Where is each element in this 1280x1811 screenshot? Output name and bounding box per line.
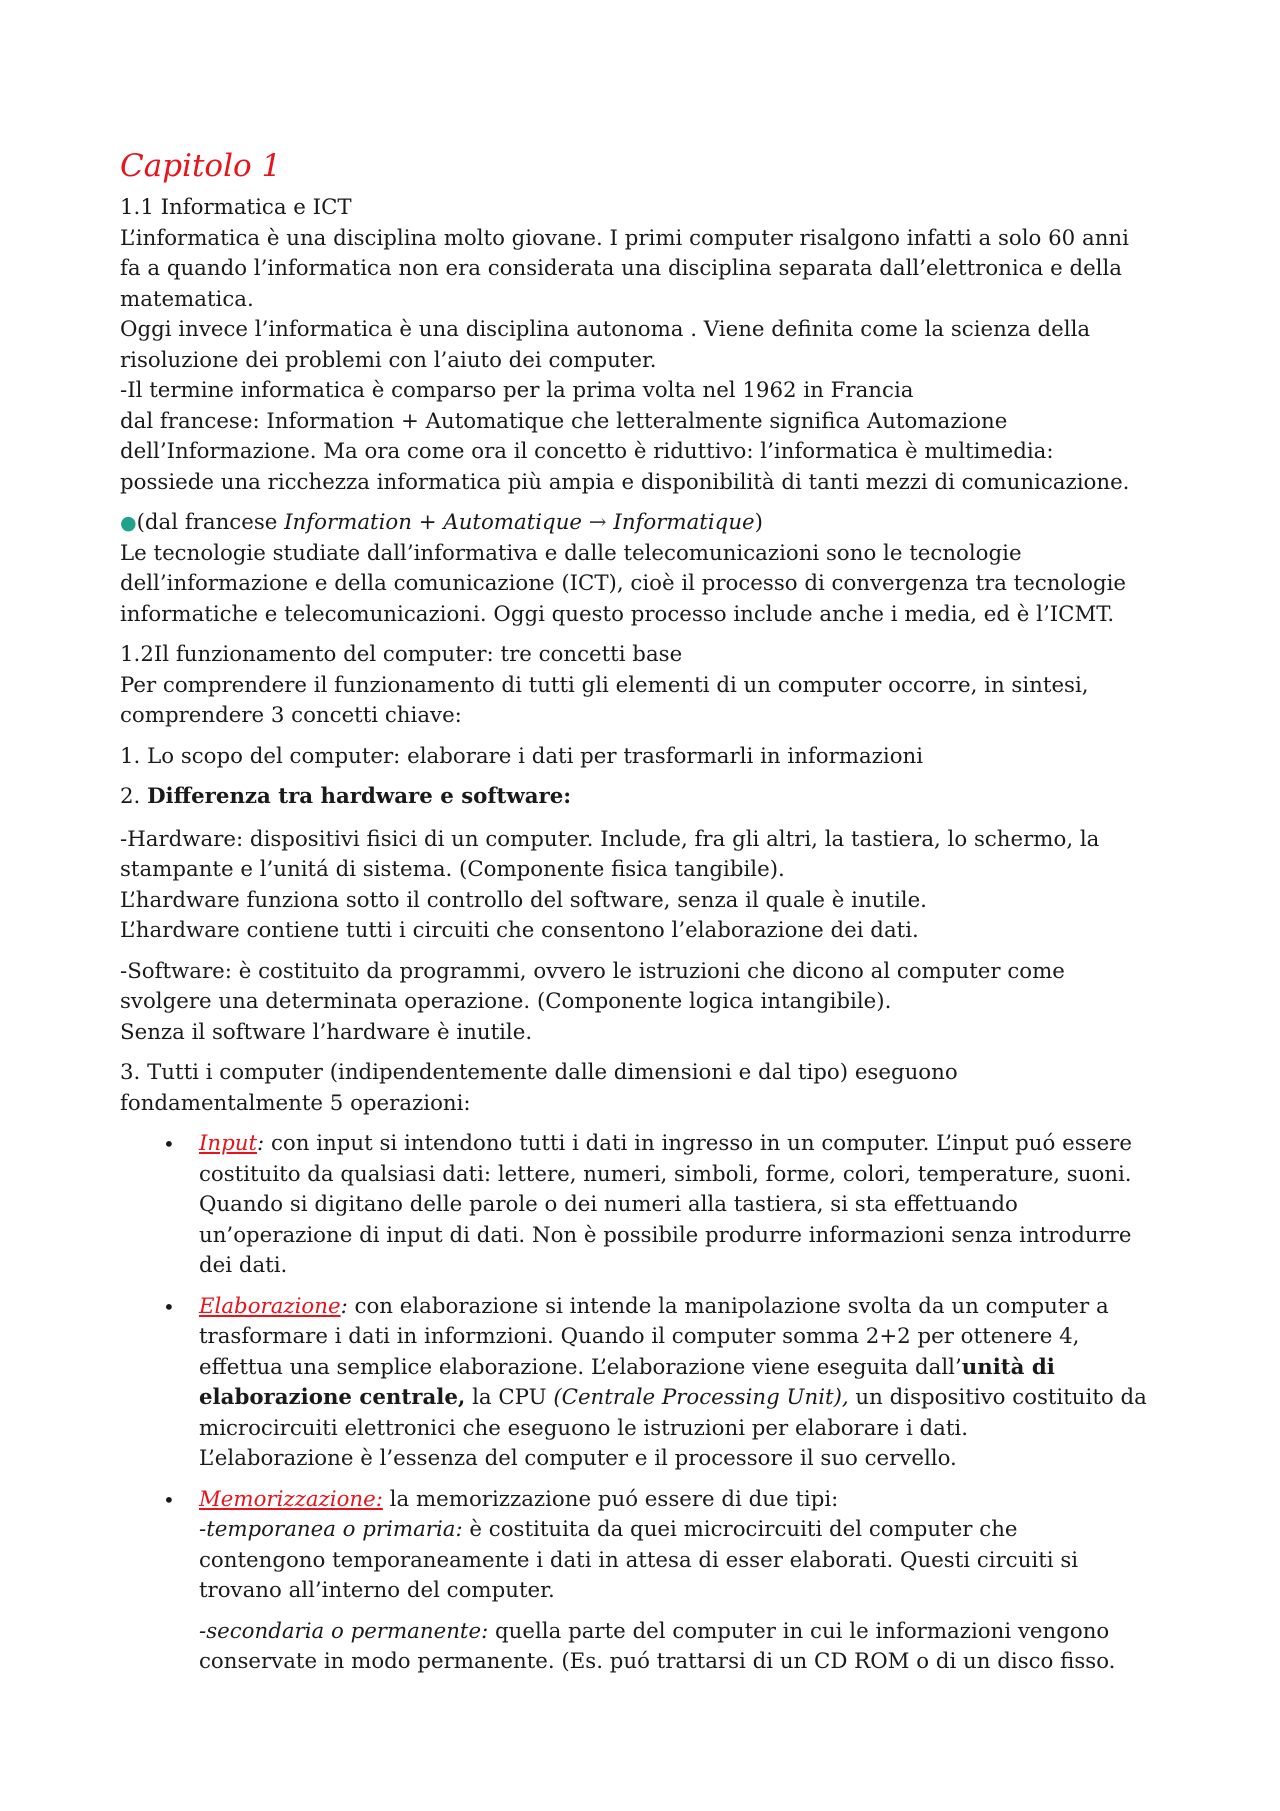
bold-term: elaborazione centrale, [199,1385,466,1411]
italic-term: -temporanea o primaria: [199,1517,463,1543]
paragraph-line [199,1129,1180,1160]
paragraph-line: -Hardware: dispositivi fisici di un computer. Include, fra gli altri, la tastiera, lo schermo, la [120,826,1100,852]
paragraph-line: comprendere 3 concetti chiave: [120,703,462,729]
paragraph-line: dei dati. [199,1253,288,1279]
section-heading: 1.2Il funzionamento del computer: tre concetti base [120,642,683,668]
paragraph-line: matematica. [120,286,254,312]
software-paragraph [120,957,1180,1049]
paragraph-line [199,1353,1180,1384]
paragraph-line: dell’Informazione. Ma ora come ora il concetto è riduttivo: l’informatica è multimedia: [120,439,1054,465]
paragraph-line: L’hardware contiene tutti i circuiti che consentono l’elaborazione dei dati. [120,918,919,944]
etymology-close: ) [754,510,763,536]
item-text: un dispositivo costituito da [848,1385,1147,1411]
paragraph-line [199,1515,1180,1546]
document-page [120,148,1180,1678]
paragraph-line: stampante e l’unitá di sistema. (Componente fisica tangibile). [120,857,785,883]
point-2 [120,782,1180,813]
paragraph-line: risoluzione dei problemi con l’aiuto dei computer. [120,347,657,373]
paragraph-line [199,1617,1180,1648]
term-elaborazione: Elaborazione [199,1293,341,1319]
ict-paragraph [120,539,1180,631]
point-2-heading: Differenza tra hardware e software: [147,784,572,810]
paragraph-line [199,1383,1180,1414]
paragraph-line: un’operazione di input di dati. Non è possibile produrre informazioni senza introdurre [199,1222,1132,1248]
list-item-memorizzazione [120,1485,1180,1678]
item-text: con elaborazione si intende la manipolazione svolta da un computer a [347,1293,1109,1319]
term-colon: : [257,1131,265,1157]
paragraph-line: svolgere una determinata operazione. (Componente logica intangibile). [120,989,892,1015]
paragraph-line: dell’informazione e della comunicazione (ICT), cioè il processo di convergenza tra tecnologie [120,571,1126,597]
paragraph-line: dal francese: Information + Automatique che letteralmente significa Automazione [120,408,1008,434]
paragraph-line: informatiche e telecomunicazioni. Oggi questo processo include anche i media, ed è l’ICMT. [120,601,1115,627]
paragraph-line: Per comprendere il funzionamento di tutti gli elementi di un computer occorre, in sintesi, [120,672,1089,698]
term-colon: : [340,1293,348,1319]
paragraph-line: Quando si digitano delle parole o dei numeri alla tastiera, si sta effettuando [199,1192,1018,1218]
paragraph-line: trasformare i dati in informzioni. Quando il computer somma 2+2 per ottenere 4, [199,1324,1080,1350]
item-text: con input si intendono tutti i dati in ingresso in un computer. L’input puó essere [264,1131,1132,1157]
point-3 [120,1058,1180,1119]
bullet-icon: • [163,1487,175,1512]
bold-term: unità di [961,1354,1055,1380]
paragraph-line [199,1485,1180,1516]
arrow-right-icon: → [582,510,614,536]
paragraph-line: L’elaborazione è l’essenza del computer e il processore il suo cervello. [199,1446,957,1472]
operations-list [120,1129,1180,1678]
etymology-open: (dal francese [136,510,285,536]
term-memorizzazione: Memorizzazione: [199,1486,383,1512]
item-text: è costituita da quei microcircuiti del computer che [462,1517,1018,1543]
item-text: effettua una semplice elaborazione. L’elaborazione viene eseguita dall’ [199,1354,962,1380]
paragraph-line: fondamentalmente 5 operazioni: [120,1090,471,1116]
list-item-elaborazione [120,1292,1180,1475]
bullet-icon: • [163,1294,175,1319]
item-text: la CPU [465,1385,554,1411]
italic-term: -secondaria o permanente: [199,1618,489,1644]
etymology-result: Informatique [613,510,755,536]
item-text: quella parte del computer in cui le informazioni vengono [488,1618,1110,1644]
section-1 [120,193,1180,498]
etymology-source: Information + Automatique [284,510,583,536]
paragraph-line: fa a quando l’informatica non era considerata una disciplina separata dall’elettronica e della [120,256,1122,282]
item-text: la memorizzazione puó essere di due tipi: [382,1486,839,1512]
bullet-dot-icon: ● [120,512,137,535]
list-item-input [120,1129,1180,1282]
paragraph-line: -Il termine informatica è comparso per la prima volta nel 1962 in Francia [120,378,914,404]
point-number: 2. [120,784,148,810]
paragraph-line: Senza il software l’hardware è inutile. [120,1019,533,1045]
paragraph-line: trovano all’interno del computer. [199,1578,555,1604]
paragraph-line: costituito da qualsiasi dati: lettere, numeri, simboli, forme, colori, temperature, suoni. [199,1161,1132,1187]
etymology-line [120,508,1180,539]
term-input: Input [199,1131,258,1157]
italic-term: (Centrale Processing Unit), [553,1385,849,1411]
hardware-paragraph [120,825,1180,947]
paragraph-line: conservate in modo permanente. (Es. puó trattarsi di un CD ROM o di un disco fisso. [199,1649,1116,1675]
section-heading: 1.1 Informatica e ICT [120,195,352,221]
paragraph-line: microcircuiti elettronici che eseguono le istruzioni per elaborare i dati. [199,1415,969,1441]
paragraph-line: possiede una ricchezza informatica più ampia e disponibilità di tanti mezzi di comunicazione. [120,469,1130,495]
paragraph-line: L’informatica è una disciplina molto giovane. I primi computer risalgono infatti a solo 60 anni [120,225,1129,251]
point-1: 1. Lo scopo del computer: elaborare i dati per trasformarli in informazioni [120,743,924,769]
paragraph-line: Oggi invece l’informatica è una disciplina autonoma . Viene definita come la scienza della [120,317,1091,343]
paragraph-line: contengono temporaneamente i dati in attesa di esser elaborati. Questi circuiti si [199,1547,1079,1573]
chapter-title: Capitolo 1 [120,148,282,184]
paragraph-line: -Software: è costituito da programmi, ovvero le istruzioni che dicono al computer come [120,958,1065,984]
bullet-icon: • [163,1132,175,1157]
paragraph-line [199,1292,1180,1323]
paragraph-line: Le tecnologie studiate dall’informativa e dalle telecomunicazioni sono le tecnologie [120,540,1022,566]
paragraph-line: L’hardware funziona sotto il controllo del software, senza il quale è inutile. [120,887,927,913]
paragraph-line: 3. Tutti i computer (indipendentemente dalle dimensioni e dal tipo) eseguono [120,1060,958,1086]
section-2 [120,640,1180,732]
